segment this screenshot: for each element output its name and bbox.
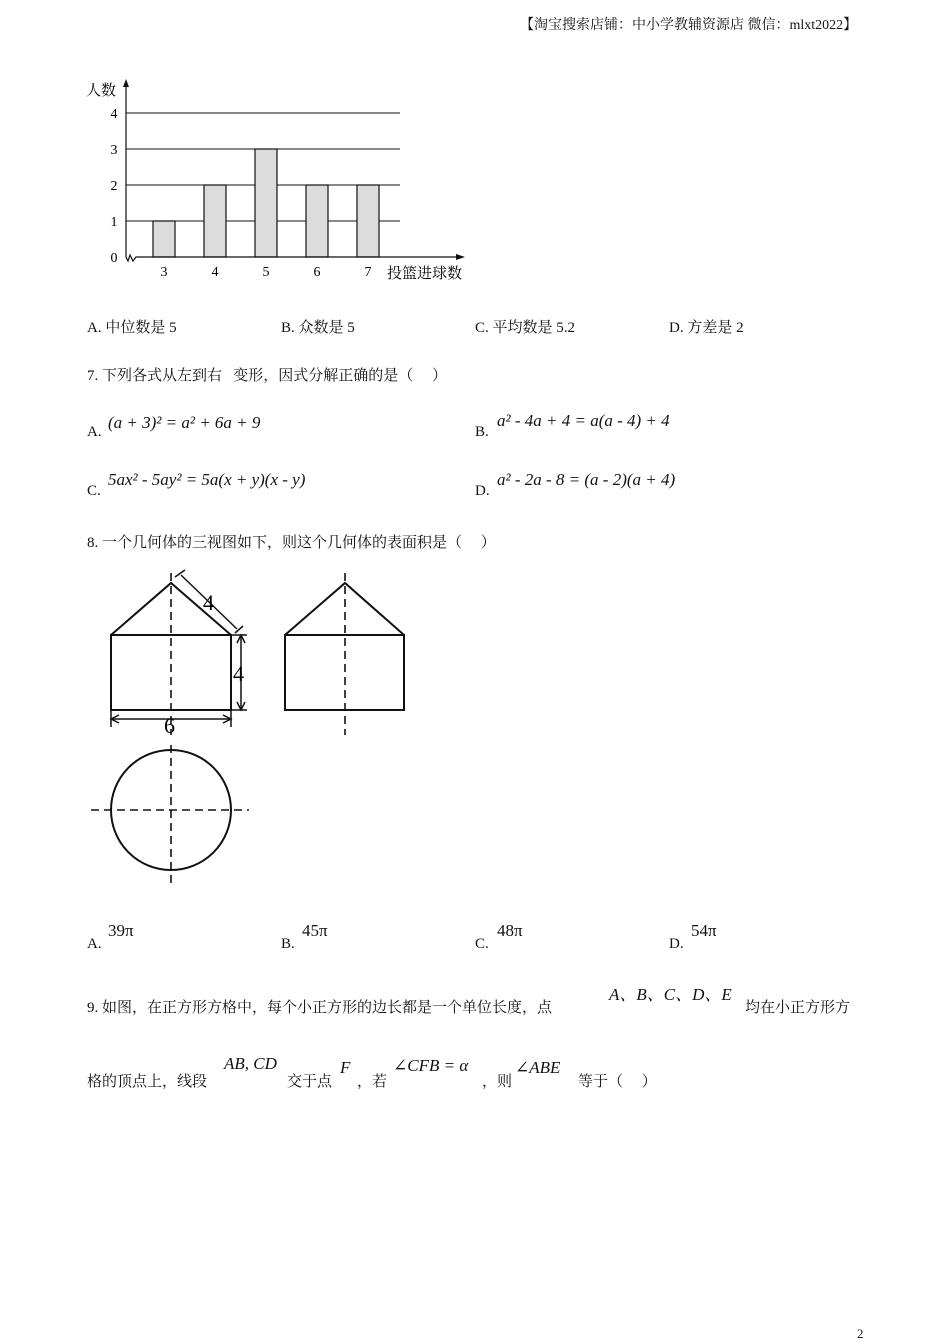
q9-line2-d: ，则 xyxy=(482,1074,513,1090)
bar-4 xyxy=(204,185,226,257)
x-tick-label: 7 xyxy=(364,265,372,280)
x-axis-label: 投篮进球数 xyxy=(387,266,463,282)
chart-x-ticks xyxy=(161,265,372,280)
side-view-body xyxy=(285,635,404,710)
bar-3 xyxy=(153,221,175,257)
header-watermark: 【淘宝搜索店铺：中小学教辅资源店 微信：mlxt2022】 xyxy=(520,18,858,33)
q7-option-b-label: B. xyxy=(475,424,489,440)
q7-option-a-label: A. xyxy=(87,424,102,440)
front-view-body xyxy=(111,635,231,710)
q8-option-a-label: A. xyxy=(87,936,102,952)
q8-option-c-value: 48π xyxy=(497,921,523,940)
chart-bars xyxy=(153,149,379,257)
bar-6 xyxy=(306,185,328,257)
q9-line2-e: 等于（ ） xyxy=(578,1074,657,1090)
height-label: 4 xyxy=(233,661,244,686)
q8-stem: 8. 一个几何体的三视图如下，则这个几何体的表面积是（ ） xyxy=(87,535,496,551)
y-tick-label: 2 xyxy=(110,179,118,194)
x-tick-label: 3 xyxy=(160,265,168,280)
q7-option-d-label: D. xyxy=(475,483,490,499)
y-tick-label: 4 xyxy=(110,107,118,122)
bar-7 xyxy=(357,185,379,257)
page-number: 2 xyxy=(857,1326,864,1341)
q8-option-b-label: B. xyxy=(281,936,295,952)
q9-points: A、B、C、D、E xyxy=(609,985,732,1004)
x-axis-arrow xyxy=(456,254,465,260)
q6-option-c: C. 平均数是 5.2 xyxy=(475,320,576,336)
slant-length-label: 4 xyxy=(203,590,214,615)
chart-y-ticks xyxy=(111,107,118,266)
q9-segments: AB, CD xyxy=(224,1054,277,1073)
three-view-figure xyxy=(85,565,415,895)
q6-option-d: D. 方差是 2 xyxy=(669,320,744,336)
y-tick-label: 1 xyxy=(110,215,118,230)
q9-line1-tail: 均在小正方形方 xyxy=(745,1000,851,1016)
q7-option-d-math: a² - 2a - 8 = (a - 2)(a + 4) xyxy=(497,470,676,489)
q7-option-b-math: a² - 4a + 4 = a(a - 4) + 4 xyxy=(497,411,670,430)
y-axis-label: 人数 xyxy=(86,83,117,99)
x-tick-label: 5 xyxy=(262,265,270,280)
q6-option-a: A. 中位数是 5 xyxy=(87,320,177,336)
q7-option-c-label: C. xyxy=(87,483,101,499)
width-label: 6 xyxy=(164,713,175,738)
q8-option-d-label: D. xyxy=(669,936,684,952)
q8-option-d-value: 54π xyxy=(691,921,717,940)
q8-option-a-value: 39π xyxy=(108,921,134,940)
bar-chart xyxy=(80,75,480,290)
q7-stem: 7. 下列各式从左到右 变形，因式分解正确的是（ ） xyxy=(87,368,448,384)
q9-line2-b: 交于点 xyxy=(287,1074,333,1090)
q9-line2-a: 格的顶点上，线段 xyxy=(87,1074,208,1090)
q9-angle-asked: ∠ABE xyxy=(515,1058,561,1077)
x-tick-label: 4 xyxy=(211,265,219,280)
bar-5 xyxy=(255,149,277,257)
y-tick-label: 3 xyxy=(110,143,118,158)
y-tick-label: 0 xyxy=(110,251,118,266)
q7-option-c-math: 5ax² - 5ay² = 5a(x + y)(x - y) xyxy=(108,470,306,489)
q9-line1: 9. 如图，在正方形方格中，每个小正方形的边长都是一个单位长度，点 xyxy=(87,1000,553,1016)
x-tick-label: 6 xyxy=(313,265,321,280)
q9-line2-c: ，若 xyxy=(357,1074,388,1090)
y-axis-arrow xyxy=(123,79,129,87)
q8-option-c-label: C. xyxy=(475,936,489,952)
q9-angle-given: ∠CFB = α xyxy=(393,1056,469,1075)
x-axis xyxy=(126,255,460,261)
q7-option-a-math: (a + 3)² = a² + 6a + 9 xyxy=(108,413,261,432)
q8-option-b-value: 45π xyxy=(302,921,328,940)
q6-option-b: B. 众数是 5 xyxy=(281,320,355,336)
q9-point-f: F xyxy=(340,1058,351,1077)
